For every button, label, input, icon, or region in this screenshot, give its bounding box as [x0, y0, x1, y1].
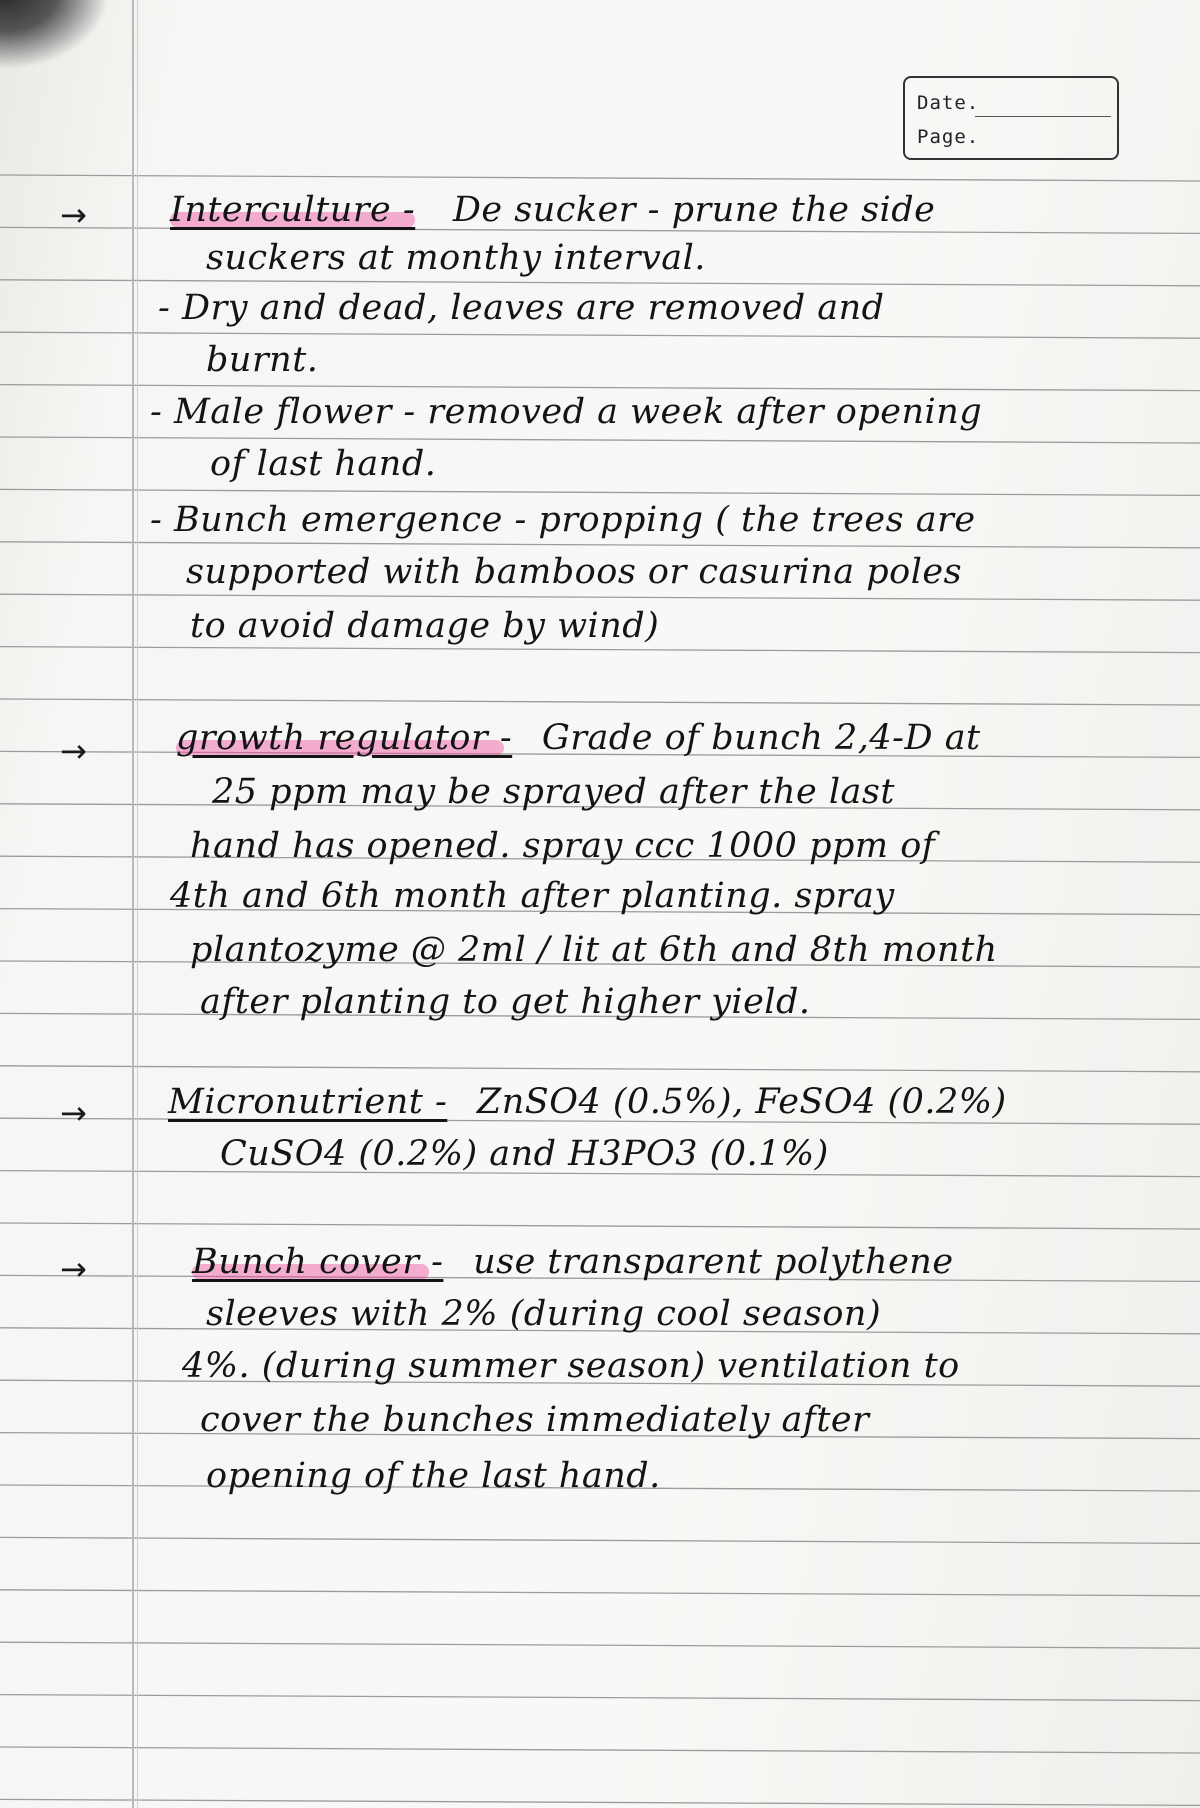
- bullet-arrow-icon: →: [60, 196, 87, 234]
- note-line: plantozyme @ 2ml / lit at 6th and 8th month: [190, 930, 998, 970]
- heading-interculture: Interculture -: [170, 190, 416, 230]
- ruled-line: [0, 1223, 1200, 1229]
- note-line: sleeves with 2% (during cool season): [206, 1294, 882, 1334]
- ruled-line: [0, 437, 1200, 443]
- note-line: to avoid damage by wind): [190, 606, 660, 646]
- note-text: Grade of bunch 2,4-D at: [541, 718, 981, 758]
- note-line: after planting to get higher yield.: [200, 982, 811, 1022]
- note-line: supported with bamboos or casurina poles: [186, 552, 963, 592]
- note-line: CuSO4 (0.2%) and H3PO3 (0.1%): [220, 1134, 829, 1174]
- bullet-arrow-icon: →: [60, 1250, 87, 1288]
- bullet-arrow-icon: →: [60, 1094, 87, 1132]
- ruled-line: [0, 699, 1200, 705]
- note-line: - Male flower - removed a week after opening: [150, 392, 983, 432]
- ruled-line: [0, 175, 1200, 181]
- date-label: Date.: [917, 92, 980, 114]
- ruled-line: [0, 1747, 1200, 1753]
- ruled-line: [0, 647, 1200, 653]
- note-text: ZnSO4 (0.5%), FeSO4 (0.2%): [476, 1082, 1007, 1122]
- note-line: 4%. (during summer season) ventilation to: [182, 1346, 960, 1386]
- date-box-divider: [975, 116, 1111, 117]
- ruled-line: [0, 489, 1200, 495]
- margin-line: [132, 0, 134, 1808]
- note-line: cover the bunches immediately after: [200, 1400, 870, 1440]
- ruled-line: [0, 1066, 1200, 1072]
- note-line: - Dry and dead, leaves are removed and: [158, 288, 885, 328]
- note-text: use transparent polythene: [473, 1242, 954, 1282]
- heading-growth-regulator: growth regulator -: [176, 718, 513, 758]
- date-page-box: [903, 76, 1119, 160]
- heading-micronutrient: Micronutrient -: [168, 1082, 448, 1122]
- ruled-line: [0, 1695, 1200, 1701]
- note-line: 4th and 6th month after planting. spray: [170, 876, 895, 916]
- note-line: [192, 1242, 954, 1282]
- margin-line-secondary: [137, 0, 138, 1808]
- ruled-line: [0, 1799, 1200, 1805]
- note-line: of last hand.: [210, 444, 437, 484]
- page-label: Page.: [917, 126, 980, 148]
- ruled-line: [0, 332, 1200, 338]
- note-line: [176, 718, 981, 758]
- bullet-arrow-icon: →: [60, 732, 87, 770]
- ruled-line: [0, 1537, 1200, 1543]
- ruled-line: [0, 594, 1200, 600]
- note-line: - Bunch emergence - propping ( the trees are: [150, 500, 976, 540]
- ruled-line: [0, 1590, 1200, 1596]
- note-line: suckers at monthy interval.: [206, 238, 706, 278]
- ruled-line: [0, 385, 1200, 391]
- note-line: [170, 190, 935, 230]
- ruled-line: [0, 1642, 1200, 1648]
- note-line: hand has opened. spray ccc 1000 ppm of: [190, 826, 936, 866]
- note-text: De sucker - prune the side: [452, 190, 936, 230]
- ruled-line: [0, 542, 1200, 548]
- note-line: [168, 1082, 1007, 1122]
- note-line: burnt.: [206, 340, 319, 380]
- ruled-line: [0, 280, 1200, 286]
- note-line: 25 ppm may be sprayed after the last: [212, 772, 895, 812]
- heading-bunch-cover: Bunch cover -: [192, 1242, 444, 1282]
- note-line: opening of the last hand.: [206, 1456, 661, 1496]
